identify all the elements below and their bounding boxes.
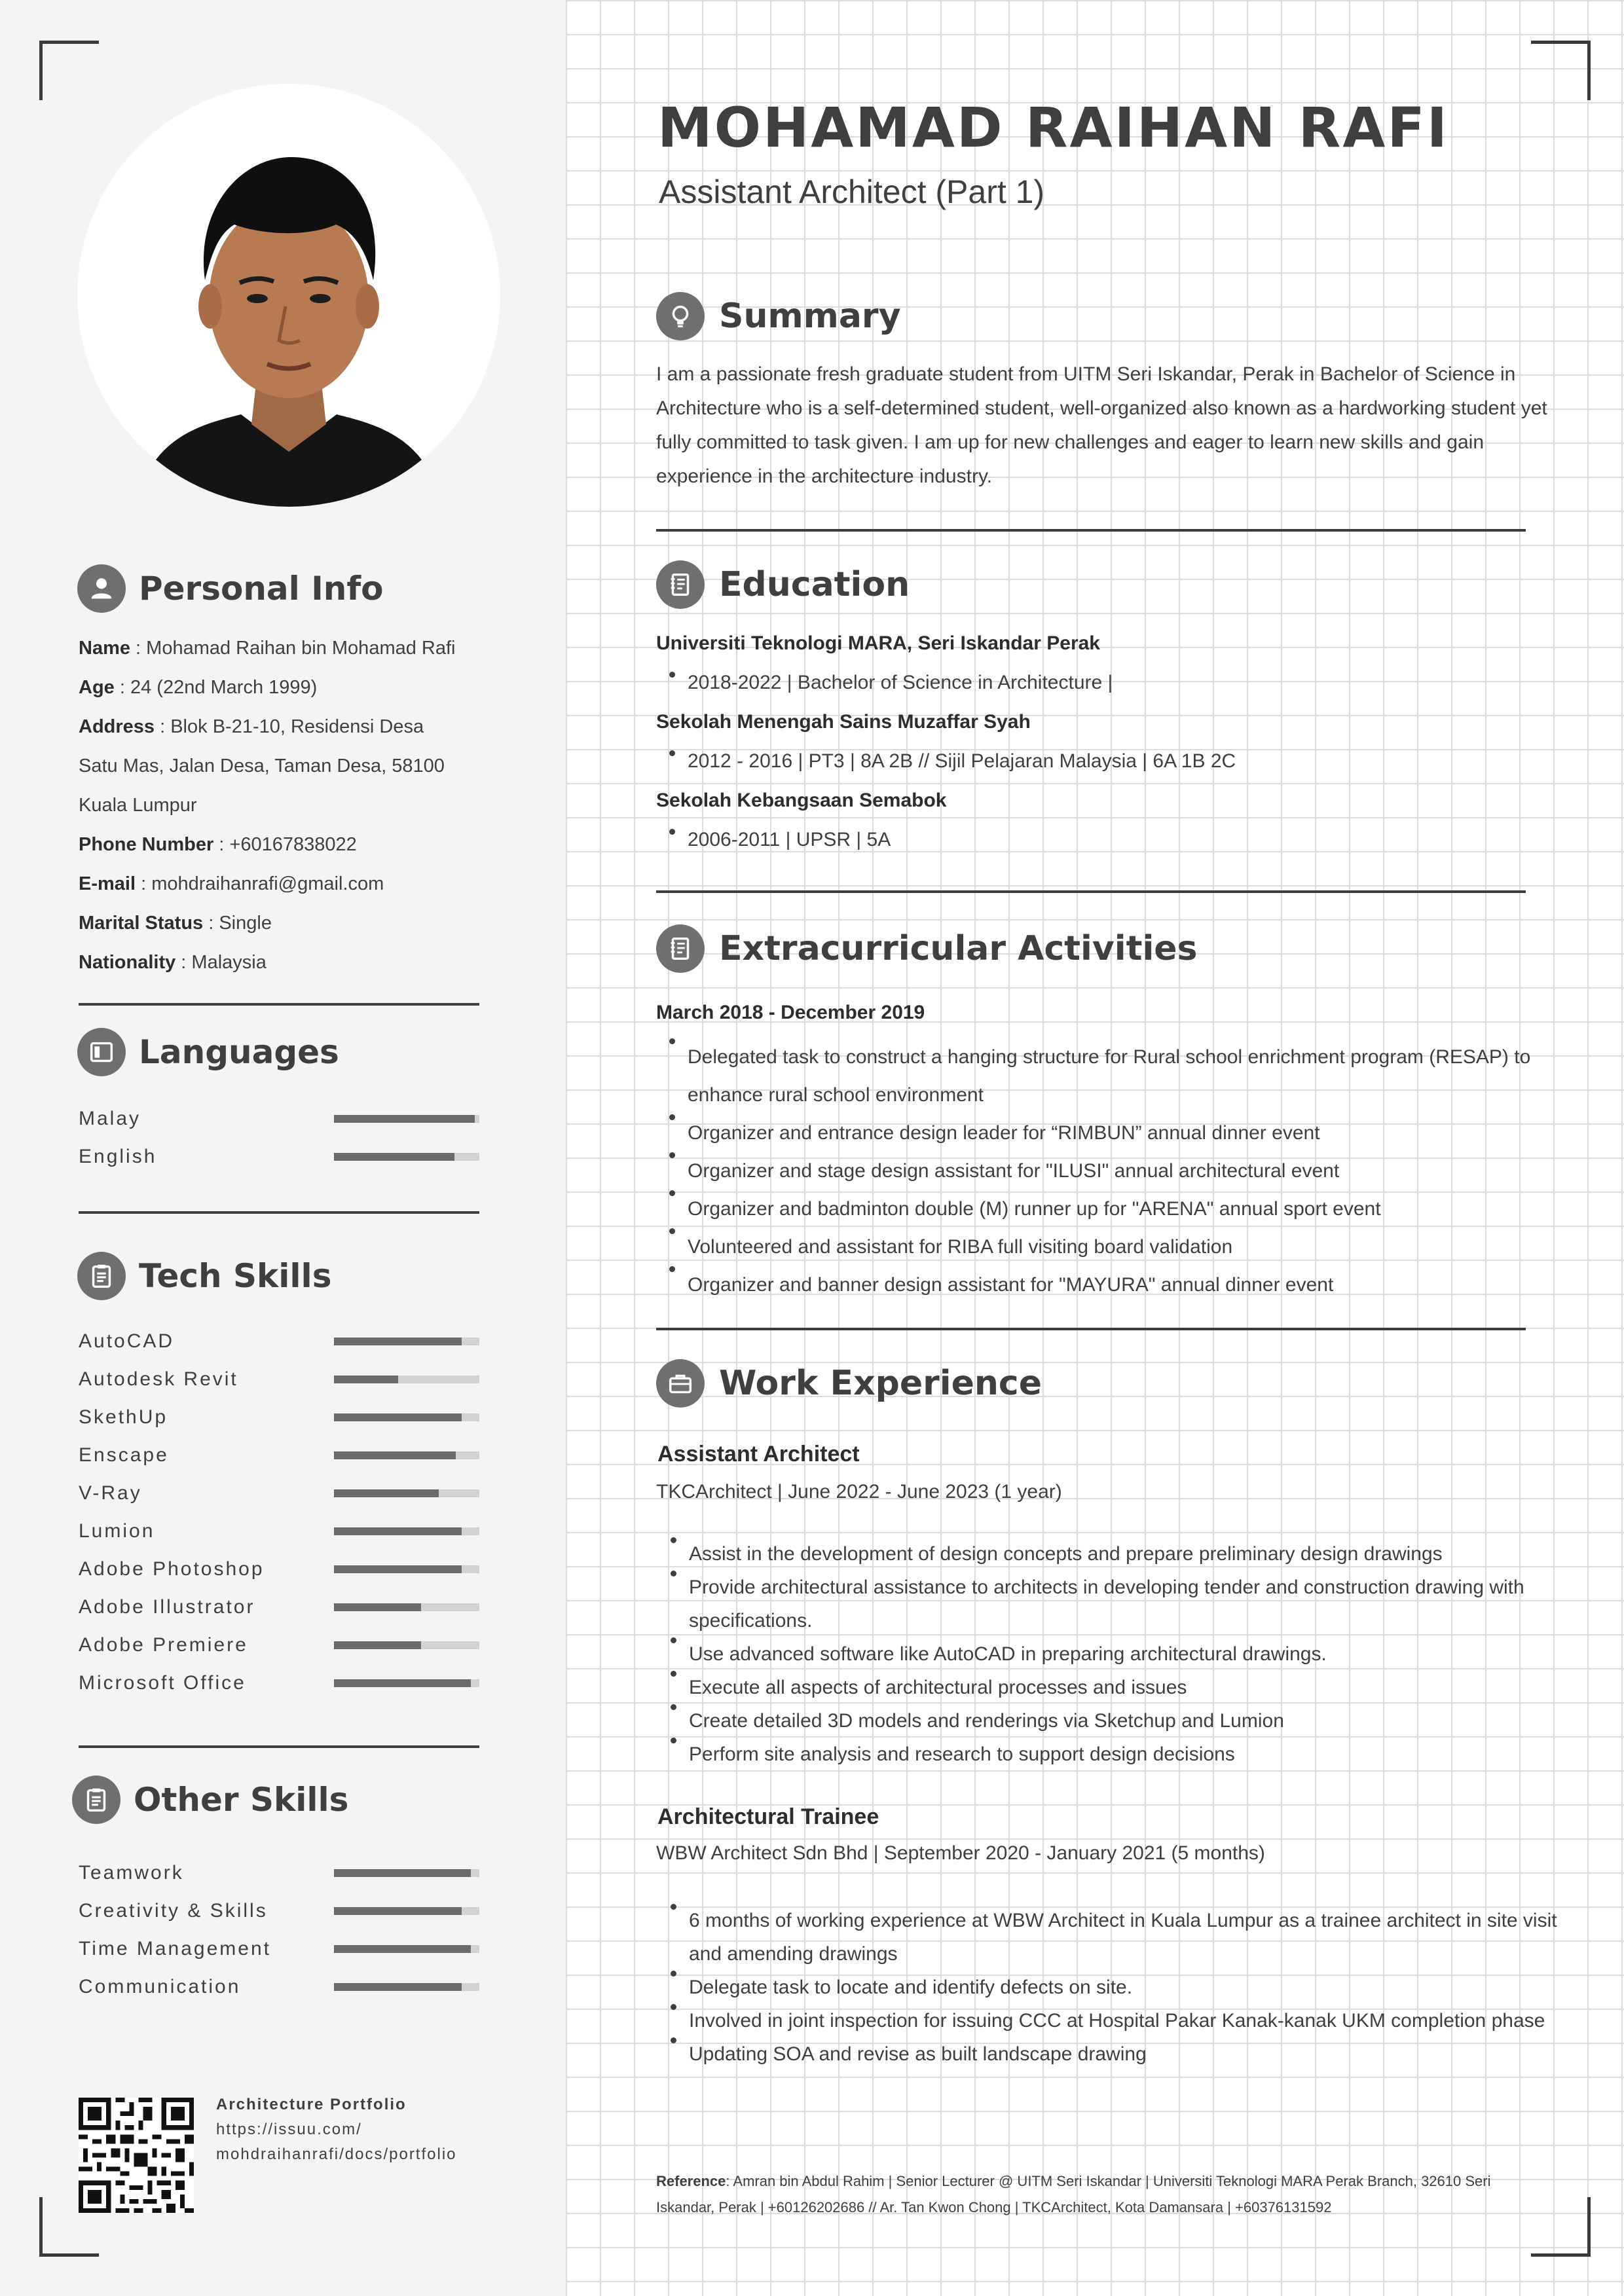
school-name: Sekolah Kebangsaan Semabok xyxy=(656,790,947,811)
list-item: Volunteered and assistant for RIBA full visiting board validation xyxy=(688,1228,1559,1266)
divider xyxy=(79,1003,479,1006)
skill-level-bar xyxy=(334,1451,479,1459)
languages-heading: Languages xyxy=(77,1028,339,1076)
list-item: 6 months of working experience at WBW Architect in Kuala Lumpur as a trainee architect in site visit and amending drawings xyxy=(689,1904,1560,1971)
school-details xyxy=(656,750,1236,773)
tech-skill-row: AutoCAD xyxy=(79,1322,479,1360)
info-email: E-mail : mohdraihanrafi@gmail.com xyxy=(79,873,384,894)
list-item: Provide architectural assistance to architects in developing tender and construction drawing with specifications. xyxy=(689,1571,1560,1637)
skill-level-bar xyxy=(334,1679,479,1687)
job-duties xyxy=(657,1904,1560,2071)
other-skill-row: Time Management xyxy=(79,1930,479,1968)
qr-code-icon xyxy=(79,2098,194,2213)
skill-level-bar xyxy=(334,1489,479,1497)
list-item: Updating SOA and revise as built landscape drawing xyxy=(689,2037,1560,2071)
portfolio-title: Architecture Portfolio xyxy=(216,2096,407,2113)
info-address-line3: Kuala Lumpur xyxy=(79,795,197,816)
language-row: English xyxy=(79,1138,479,1176)
list-item: 2018-2022 | Bachelor of Science in Architecture | xyxy=(688,672,1113,693)
info-name: Name : Mohamad Raihan bin Mohamad Rafi xyxy=(79,638,456,659)
summary-heading: Summary xyxy=(656,292,900,340)
info-address: Address : Blok B-21-10, Residensi Desa xyxy=(79,716,424,737)
list-item: Organizer and entrance design leader for “RIMBUN” annual dinner event xyxy=(688,1114,1559,1152)
job-duties xyxy=(657,1537,1560,1771)
divider xyxy=(79,1211,479,1214)
skill-level-bar xyxy=(334,1565,479,1573)
activity-list xyxy=(656,1038,1559,1304)
extracurricular-heading: Extracurricular Activities xyxy=(656,924,1198,973)
other-skills-heading: Other Skills xyxy=(72,1776,348,1824)
clipboard-icon xyxy=(77,1252,126,1300)
language-row: Malay xyxy=(79,1100,479,1138)
portfolio-block xyxy=(216,2092,457,2167)
job-title: Architectural Trainee xyxy=(657,1804,879,1829)
info-age: Age : 24 (22nd March 1999) xyxy=(79,677,318,698)
school-name: Universiti Teknologi MARA, Seri Iskandar Perak xyxy=(656,632,1100,654)
skill-level-bar xyxy=(334,1338,479,1345)
other-skill-row: Communication xyxy=(79,1968,479,2006)
list-item: Perform site analysis and research to support design decisions xyxy=(689,1738,1560,1771)
info-phone: Phone Number : +60167838022 xyxy=(79,834,357,855)
tech-skill-row: V-Ray xyxy=(79,1474,479,1512)
school-name: Sekolah Menengah Sains Muzaffar Syah xyxy=(656,711,1031,733)
skill-level-bar xyxy=(334,1983,479,1991)
job-title: Assistant Architect xyxy=(657,1442,860,1467)
summary-text: I am a passionate fresh graduate student from UITM Seri Iskandar, Perak in Bachelor of Science in Architecture who is a self-determined student, well-organized also known as a hardworking student yet fully committed to task given. I am up for new challenges and eager to learn new skills and gain experience in the architecture industry. xyxy=(656,363,1547,487)
tech-skill-row: Microsoft Office xyxy=(79,1664,479,1702)
list-item: Execute all aspects of architectural processes and issues xyxy=(689,1671,1560,1704)
list-item: 2012 - 2016 | PT3 | 8A 2B // Sijil Pelajaran Malaysia | 6A 1B 2C xyxy=(688,750,1236,772)
notebook-icon xyxy=(656,560,705,609)
job-meta: WBW Architect Sdn Bhd | September 2020 - January 2021 (5 months) xyxy=(656,1842,1265,1864)
briefcase-icon xyxy=(656,1359,705,1408)
skill-level-bar xyxy=(334,1115,479,1123)
activity-period: March 2018 - December 2019 xyxy=(656,1002,925,1023)
reference: Reference: Amran bin Abdul Rahim | Senior Lecturer @ UITM Seri Iskandar | Universiti Teknologi MARA Perak Branch, 32610 Seri Iskandar, Perak | +60126202686 // Ar. Tan Kwon Chong | TKCArchitect, Kota Damansara | +60376131592 xyxy=(656,2173,1491,2215)
list-item: Assist in the development of design concepts and prepare preliminary design drawings xyxy=(689,1537,1560,1571)
skill-level-bar xyxy=(334,1945,479,1953)
list-item: 2006-2011 | UPSR | 5A xyxy=(688,829,891,850)
divider xyxy=(656,1328,1526,1330)
list-item: Create detailed 3D models and renderings via Sketchup and Lumion xyxy=(689,1704,1560,1738)
skill-level-bar xyxy=(334,1641,479,1649)
tech-skill-row: Enscape xyxy=(79,1436,479,1474)
divider xyxy=(656,890,1526,893)
skill-level-bar xyxy=(334,1527,479,1535)
candidate-role: Assistant Architect (Part 1) xyxy=(659,173,1045,210)
personal-info-list xyxy=(79,629,550,982)
corner-mark-top-right xyxy=(1531,41,1591,100)
info-address-line2: Satu Mas, Jalan Desa, Taman Desa, 58100 xyxy=(79,756,445,776)
tech-skill-row: SkethUp xyxy=(79,1398,479,1436)
other-skill-row: Teamwork xyxy=(79,1854,479,1892)
list-item: Involved in joint inspection for issuing CCC at Hospital Pakar Kanak-kanak UKM completion phase xyxy=(689,2004,1560,2037)
clipboard-icon xyxy=(72,1776,120,1824)
lightbulb-icon xyxy=(656,292,705,340)
education-heading: Education xyxy=(656,560,910,609)
school-details xyxy=(656,672,1113,694)
info-marital-status: Marital Status : Single xyxy=(79,913,272,934)
work-experience-heading: Work Experience xyxy=(656,1359,1042,1408)
portfolio-link-continued[interactable]: mohdraihanrafi/docs/portfolio xyxy=(216,2145,457,2163)
job-meta: TKCArchitect | June 2022 - June 2023 (1 year) xyxy=(656,1481,1062,1503)
list-item: Use advanced software like AutoCAD in preparing architectural drawings. xyxy=(689,1637,1560,1671)
list-item: Delegate task to locate and identify defects on site. xyxy=(689,1971,1560,2004)
corner-mark-top-left xyxy=(39,41,99,100)
candidate-name: MOHAMAD RAIHAN RAFI xyxy=(657,96,1450,160)
list-item: Organizer and badminton double (M) runner up for "ARENA" annual sport event xyxy=(688,1190,1559,1228)
skill-level-bar xyxy=(334,1907,479,1915)
list-item: Delegated task to construct a hanging structure for Rural school enrichment program (RESAP) to enhance rural school environment xyxy=(688,1038,1559,1114)
skill-level-bar xyxy=(334,1153,479,1161)
tech-skill-row: Adobe Premiere xyxy=(79,1626,479,1664)
divider xyxy=(656,529,1526,532)
list-item: Organizer and banner design assistant for "MAYURA" annual dinner event xyxy=(688,1266,1559,1304)
tech-skill-row: Adobe Photoshop xyxy=(79,1550,479,1588)
list-item: Organizer and stage design assistant for "ILUSI" annual architectural event xyxy=(688,1152,1559,1190)
skill-level-bar xyxy=(334,1413,479,1421)
info-nationality: Nationality : Malaysia xyxy=(79,952,267,973)
profile-photo xyxy=(77,84,500,507)
school-details xyxy=(656,829,891,851)
skill-level-bar xyxy=(334,1603,479,1611)
tech-skills-heading: Tech Skills xyxy=(77,1252,331,1300)
skill-level-bar xyxy=(334,1869,479,1877)
notebook-icon xyxy=(656,924,705,973)
divider xyxy=(79,1745,479,1748)
portfolio-link[interactable]: https://issuu.com/ xyxy=(216,2121,362,2138)
other-skill-row: Creativity & Skills xyxy=(79,1892,479,1930)
tech-skill-row: Lumion xyxy=(79,1512,479,1550)
tech-skill-row: Adobe Illustrator xyxy=(79,1588,479,1626)
skill-level-bar xyxy=(334,1376,479,1383)
tech-skill-row: Autodesk Revit xyxy=(79,1360,479,1398)
personal-info-heading: Personal Info xyxy=(77,564,384,613)
folder-icon xyxy=(77,1028,126,1076)
person-icon xyxy=(77,564,126,613)
